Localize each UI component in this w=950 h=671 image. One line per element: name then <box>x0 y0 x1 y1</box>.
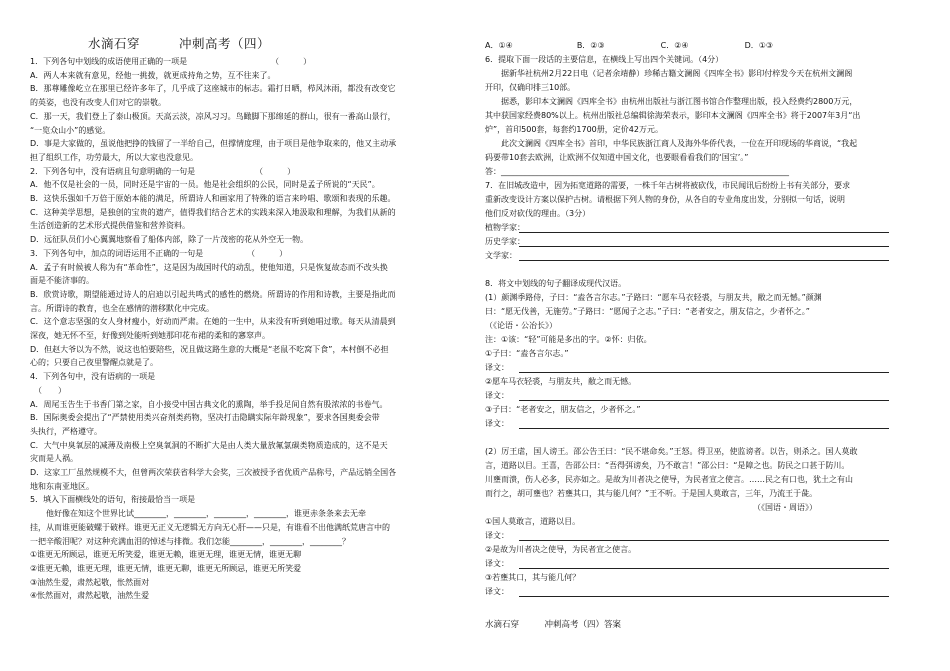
left-text-line: 5．填入下面横线处的语句，衔接最恰当一项是 <box>30 495 196 505</box>
right-text-line: 据新华社杭州2月22日电（记者余靖静）珍稀古籍文澜阁《四库全书》影印付梓发今天在杭州文澜阁 <box>485 69 853 78</box>
right-text-line: 译文： <box>485 531 509 540</box>
left-text-line: （ ） <box>30 385 66 395</box>
left-text-line: 心的；只要自己夜里警醒点就是了。 <box>30 358 158 368</box>
right-text-line: 译文： <box>485 363 509 372</box>
left-text-line: 3．下列各句中，加点的词语运用不正确的一句是 （ ） <box>30 248 288 258</box>
left-text-line: C．那一天，我们登上了泰山极顶。天高云淡，凉风习习。鸟瞰脚下那绵延的群山，很有一番高山景行， <box>30 111 396 121</box>
right-text-line: 8．将文中划线的句子翻译成现代汉语。 <box>485 279 627 288</box>
right-text-line: 译文： <box>485 419 509 428</box>
right-text-line: 历史学家： <box>485 237 525 246</box>
right-text-line: （《国语・周语》） <box>485 503 817 512</box>
right-text-line: 注：①该：“轻”可能是多出的字。②怀：归依。 <box>485 335 652 344</box>
right-text-line: 译文： <box>485 587 509 596</box>
left-text-line: D．但赵大爷以为不然，说这也怕要陪些，况且做这路生意的大概是“老鼠不吃窝下食”，本村倒不必担 <box>30 344 389 354</box>
right-text-line: 重新改变设计方案以保护古树。请根据下列人物的身份，从各自的专业角度出发，分别拟一句话，说明 <box>485 195 845 204</box>
right-text-line: ②愿车马衣轻裘，与朋友共，敝之而无憾。 <box>485 377 637 386</box>
left-text-line: A．周尾玉告生于书香门第之家，自小接受中国古典文化的熏陶，举手投足间自然有股浓浓的书卷气。 <box>30 399 388 409</box>
answer-blank-line[interactable] <box>519 596 889 597</box>
right-text-line: 炉”，首印500套，每套约1700册，定价42万元。 <box>485 125 663 134</box>
right-text-line: 而行之，胡可壅也？若壅其口，其与能几何？”王不听。于是国人莫敢言，三年，乃流王于彘。 <box>485 489 818 498</box>
left-text-line: B．那尊雕像屹立在那里已经许多年了，几乎成了这座城市的标志。霜打日晒，栉风沐雨，都没有改变它 <box>30 84 396 94</box>
left-text-line: ①谁更无所顾忌，谁更无所笑爱，谁更无赖，谁更无理，谁更无情，谁更无聊 <box>30 550 302 560</box>
left-text-line: 2．下列各句中，没有语病且句意明确的一句是 （ ） <box>30 166 296 176</box>
answer-blank-line[interactable] <box>519 568 889 569</box>
left-text-line: ④怅然面对，肃然起敬，油然生爱 <box>30 591 150 601</box>
answer-blank-line[interactable] <box>519 428 889 429</box>
left-text-line: 他好像在知这个世界比试________，________，________，________，谁更赤条条来去无牵 <box>30 509 366 519</box>
right-text-line: (2）厉王虐，国人谤王。邵公告王曰：“民不堪命矣。”王怒。得卫巫，使监谤者。以告，则杀之。国人莫敢 <box>485 447 858 456</box>
left-text-line: 面是不能济事的。 <box>30 276 94 286</box>
right-text-line: ①子曰：“盍各言尔志。” <box>485 349 569 358</box>
answer-blank-line[interactable] <box>519 246 889 247</box>
right-text-line: 他们反对砍伐的理由。（3分） <box>485 209 591 218</box>
right-text-line: 文学家： <box>485 251 517 260</box>
right-text-line: 言，道路以目。王喜，告邵公曰：“吾得弭谤矣，乃不敢言！”邵公曰：“是障之也。防民之口甚于防川。 <box>485 461 850 470</box>
answer-blank-line[interactable] <box>519 372 889 373</box>
left-text-line: D．远征队员们小心翼翼地察看了船体内部，除了一片茂密的花从外空无一物。 <box>30 235 309 245</box>
left-text-line: 担了组织工作，功劳最大，所以大家也没意见。 <box>30 152 198 162</box>
right-text-line: 答：________________________________________________________________________ <box>485 167 789 176</box>
right-text-line: 码要带10套去欧洲，让欧洲不仅知道中国文化，也要眼看看我们的‘国宝’。” <box>485 153 749 162</box>
left-column <box>30 0 462 671</box>
left-text-line: 言。所谓诗的教育，也全在感情的潜移默化中完成。 <box>30 303 214 313</box>
right-text-line: 据悉，影印本文澜阁《四库全书》由杭州出版社与浙江图书馆合作整理出版，投入经费约2800万元， <box>485 97 858 106</box>
right-column <box>485 0 925 671</box>
left-text-line: ③油然生爱，肃然起敬，怅然面对 <box>30 577 150 587</box>
left-text-line: 深夜，她无怀不至，好像到处能听到她那印花布裙的柔和的窸窣声。 <box>30 331 270 340</box>
left-text-line: B．这快乐强如千万倍于原始本能的满足，所谓诗人和画家用了特殊的语言来吟唱、歌颂和表现的乐趣。 <box>30 194 396 203</box>
left-text-line: 的英姿，也没有改变人们对它的崇敬。 <box>30 98 166 108</box>
right-text-line: 曰：“愿无伐善，无施劳。”子路曰：“愿闻子之志。”子曰：“老者安之，朋友信之，少者怀之。” <box>485 307 810 316</box>
left-text-line: 4．下列各句中，没有语病的一项是 <box>30 372 156 382</box>
left-text-line: “一览众山小”的感觉。 <box>30 125 111 135</box>
right-text-line: 译文： <box>485 559 509 568</box>
left-text-line: D．这家工厂虽然规模不大，但曾两次荣获省科学大会奖，三次被授予省优质产品称号，产品远销全国各 <box>30 468 397 477</box>
right-text-line: ①国人莫敢言，道路以目。 <box>485 517 581 526</box>
left-text-line: C．这种美学思想，是独创的宝贵的遗产，值得我们结合艺术的实践来深入地汲取和理解，为我们从新的 <box>30 207 396 217</box>
page-title: 水滴石穿 冲刺高考（四） <box>88 36 271 51</box>
left-text-line: D．事是大家做的，虽说他把挣的钱留了一半给自己，但撑情度理，由于项目是他争取来的，他又主动承 <box>30 139 397 149</box>
left-text-line: B．欣赏诗歌，期望能通过诗人的启迪以引起共鸣式的感性的燃烧。所谓诗的作用和诗教，主要是指此而 <box>30 289 396 299</box>
right-text-line: ③子曰：“老者安之，朋友信之，少者怀之。” <box>485 405 641 414</box>
left-text-line: 头执行，严格遵守。 <box>30 426 102 436</box>
left-text-line: ②谁更无赖，谁更无理，谁更无情，谁更无聊，谁更无所顾忌，谁更无所笑爱 <box>30 563 302 573</box>
answer-blank-line[interactable] <box>519 400 889 401</box>
right-text-line: (1）颜渊季路侍，子曰：“盍各言尔志。”子路曰：“愿车马衣轻裘，与朋友共，敝之而无憾。”颜渊 <box>485 293 822 302</box>
left-text-line: A．两人本来就有意见，经他一挑拨，就更成持角之势，互不往来了。 <box>30 70 276 80</box>
answer-footer: 水滴石穿 冲刺高考（四）答案 <box>485 620 622 630</box>
left-text-line: 生活创造新的艺术形式提供借鉴和营养资料。 <box>30 221 190 231</box>
right-text-line: 开印，仅确印排三10部。 <box>485 83 576 92</box>
left-text-line: B．国际奥委会提出了“严禁使用类兴奋剂类药物，坚决打击隐瞒实际年龄现象”，要求各国奥委会带 <box>30 413 380 423</box>
left-text-line: 地和东南亚地区。 <box>30 481 94 491</box>
right-text-line: 译文： <box>485 391 509 400</box>
right-text-line: ②是故为川者决之使导，为民者宣之使言。 <box>485 545 637 554</box>
answer-blank-line[interactable] <box>519 540 889 541</box>
left-text-line: A．孟子有时候被人称为有“革命性”，这是因为战国时代的动乱，使他知道，只是恢复故态而不改头换 <box>30 262 388 272</box>
right-text-line: A．①④ B．②③ C．②④ D．①③ <box>485 41 774 50</box>
right-text-line: 植物学家： <box>485 223 525 232</box>
right-text-line: 7．在旧城改造中，因为拓宽道路的需要，一株千年古树将被砍伐，市民闻讯后纷纷上书有关部分，要求 <box>485 181 851 190</box>
answer-blank-line[interactable] <box>519 232 889 233</box>
right-text-line: 6．提取下面一段话的主要信息，在横线上写出四个关键词。（4分） <box>485 55 724 64</box>
left-text-line: A．他不仅是社会的一员，同时还是宇宙的一员。他是社会组织的公民，同时是孟子所说的“天民”。 <box>30 180 380 190</box>
left-text-line: 一把辛酸泪呢？对这种充满血泪的悼述与排微。我们怎能________，________，________？ <box>30 536 350 546</box>
right-text-line: 川壅而溃，伤人必多，民亦如之。是故为川者决之使导，为民者宣之使言。……民之有口也，犹土之有山 <box>485 475 853 484</box>
left-text-line: C．大气中臭氧层的减薄及南极上空臭氧洞的不断扩大是由人类大量放氟氯碳类物质造成的，这不是天 <box>30 440 388 450</box>
left-text-line: 1．下列各句中划线的成语使用正确的一项是 （ ） <box>30 57 312 66</box>
right-text-line: （《论语・公冶长》） <box>485 321 557 330</box>
right-text-line: ③若壅其口，其与能几何？ <box>485 573 581 582</box>
right-text-line: 其中获国家经费80%以上。杭州出版社总编辑徐海荣表示，影印本文澜阁《四库全书》将于2007年3月“出 <box>485 111 861 120</box>
answer-blank-line[interactable] <box>519 260 889 261</box>
left-text-line: 挂，从而谁更能破螺于破样。谁更无正义无逻辑无方向无心肝——只是，有谁看不出他满纸荒唐言中的 <box>30 522 390 532</box>
left-text-line: C．这个意志坚强的女人身材瘦小，好动而严肃。在她的一生中，从来没有听到她唱过歌。每天从清晨到 <box>30 317 396 327</box>
left-text-line: 灾而是人祸。 <box>30 454 78 464</box>
right-text-line: 此次文澜阁《四库全书》首印，中华民族浙江商人及海外华侨代表，一位在开印现场的华商说，“我起 <box>485 139 858 148</box>
